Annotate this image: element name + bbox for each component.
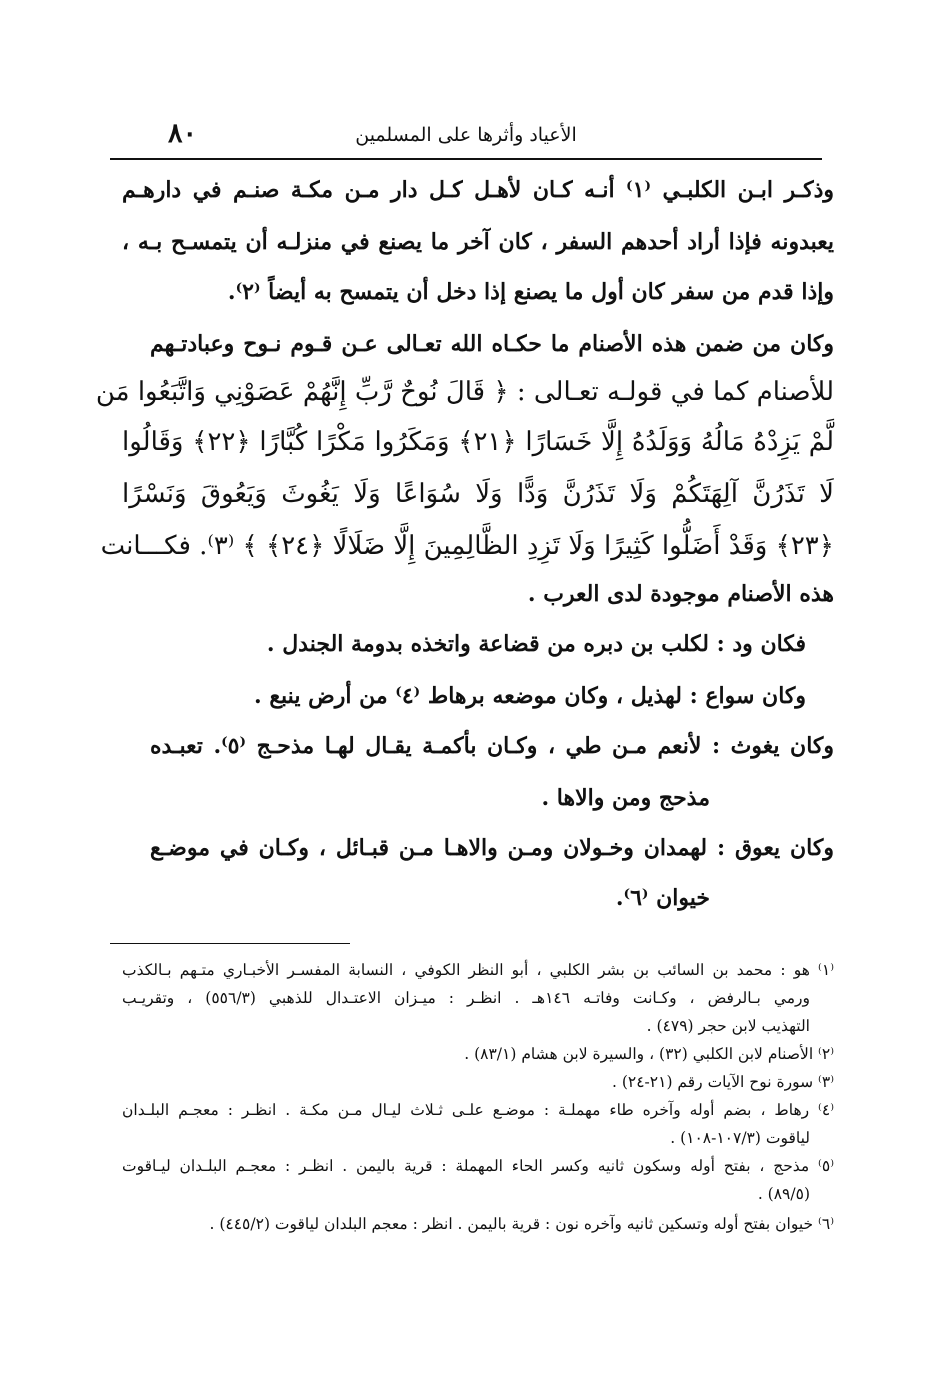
footnote-line: ⁽١⁾ هو : محمد بن السائب بن بشر الكلبي ، أبو النظر الكوفي ، النسابة المفسـر الأخبـاري متـهم بـالكذب (122, 961, 834, 979)
footnote-line: ⁽٥⁾ مذحج ، بفتح أوله وسكون ثانيه وكسر الحاء المهملة : قرية باليمن . انظـر : معجـم البلـدان ليـاقوت (122, 1157, 834, 1175)
running-header (110, 118, 822, 160)
text-line: هذه الأصنام موجودة لدى العرب . (527, 581, 834, 607)
footnote-line: ورمي بـالرفض ، وكـانت وفاتـه ١٤٦هـ . انظـر : ميـزان الاعتـدال للذهبي (٥٥٦/٣) ، وتقريـب (122, 989, 811, 1007)
text-line: وكان يعوق : لهمدان وخـولان ومـن والاهـا مـن قبـائل ، وكـان في موضـع (150, 835, 834, 861)
text-line: وكان يغوث : لأنعم مـن طي ، وكـان بأكمـة يقـال لهـا مذحـج ⁽٥⁾. تعبـده (150, 733, 834, 759)
page-number: ٨٠ (168, 118, 198, 149)
quran-line: لَّمْ يَزِدْهُ مَالُهُ وَوَلَدُهُ إِلَّا خَسَارًا ﴿٢١﴾ وَمَكَرُوا مَكْرًا كُبَّارًا ﴿٢٢﴾ وَقَالُوا (122, 427, 834, 457)
text-line: وإذا قدم من سفر كان أول ما يصنع إذا دخل أن يتمسح به أيضاً ⁽٢⁾. (227, 279, 834, 305)
footnote-line: (٨٩/٥) . (757, 1185, 810, 1203)
quran-line: للأصنام كما في قولـه تعـالى : ﴿ قَالَ نُوحٌ رَّبِّ إِنَّهُمْ عَصَوْنِي وَاتَّبَعُوا مَن (95, 377, 834, 407)
quran-line: ﴿٢٣﴾ وَقَدْ أَضَلُّوا كَثِيرًا وَلَا تَزِدِ الظَّالِمِينَ إِلَّا ضَلَالًا ﴿٢٤﴾ ﴾ ⁽٣⁾. فكـــانت (100, 531, 834, 561)
text-line: وكان من ضمن هذه الأصنام ما حكـاه الله تعـالى عـن قـوم نـوح وعبادتـهم (150, 331, 834, 357)
text-line: مذحج ومن والاها . (541, 785, 710, 811)
text-line: وذكـر ابـن الكلبـي ⁽١⁾ أنـه كـان لأهـل كـل دار مـن مكـة صنـم في دارهـم (122, 177, 835, 203)
quran-line: لَا تَذَرُنَّ آلِهَتَكُمْ وَلَا تَذَرُنَّ وَدًّا وَلَا سُوَاعًا وَلَا يَغُوثَ وَيَعُوقَ وَنَسْرًا (122, 479, 834, 509)
footnote-line: ⁽٦⁾ خيوان بفتح أوله وتسكين ثانيه وآخره نون : قرية باليمن . انظر : معجم البلدان لياقوت (٤٤٥/٢) . (209, 1215, 834, 1233)
footnote-line: لياقوت (١٠٧/٣-١٠٨) . (670, 1129, 810, 1147)
footnote-line: ⁽٤⁾ رهاط ، بضم أوله وآخره طاء مهملـة : موضـع علـى ثـلاث ليـال مـن مكـة . انظـر : معجـم البلـدان (122, 1101, 834, 1119)
footnote-separator (110, 943, 350, 944)
text-line: يعبدونه فإذا أراد أحدهم السفر ، كان آخر ما يصنع في منزلـه أن يتمسـح بـه ، (122, 229, 834, 255)
footnote-line: ⁽٣⁾ سورة نوح الآيات رقم (٢١-٢٤) . (611, 1073, 834, 1091)
text-line: وكان سواع : لهذيل ، وكان موضعه برهاط ⁽٤⁾ من أرض ينبع . (254, 683, 806, 709)
text-line: فكان ود : لكلب بن دبره من قضاعة واتخذه بدومة الجندل . (266, 631, 806, 657)
footnote-line: التهذيب لابن حجر (٤٧٩) . (646, 1017, 810, 1035)
text-line: خيوان ⁽٦⁾. (615, 885, 710, 911)
footnote-line: ⁽٢⁾ الأصنام لابن الكلبي (٣٢) ، والسيرة لابن هشام (٨٣/١) . (464, 1045, 834, 1063)
book-title: الأعياد وأثرها على المسلمين (355, 124, 577, 146)
